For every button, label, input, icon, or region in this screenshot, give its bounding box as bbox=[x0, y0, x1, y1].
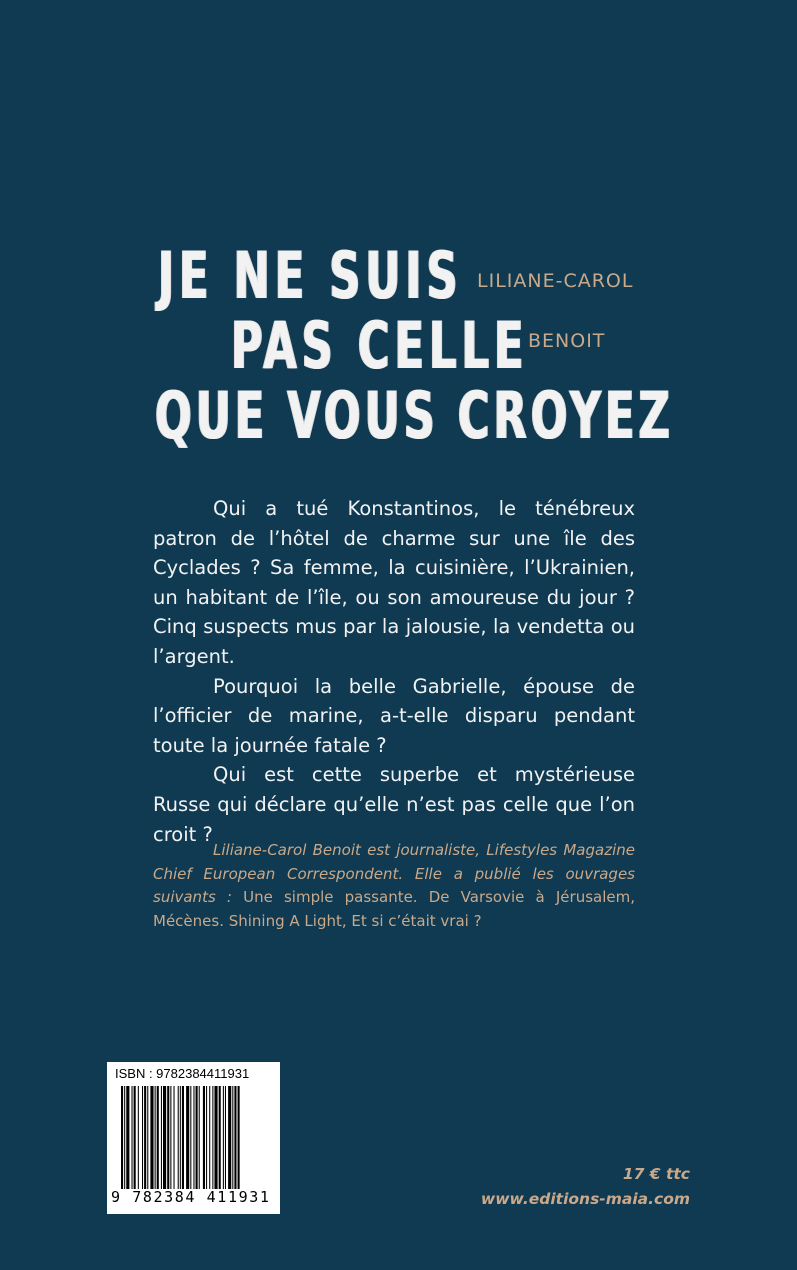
barcode-digits: 9 782384 411931 bbox=[111, 1188, 271, 1206]
title-line-2: PAS CELLE bbox=[231, 308, 529, 385]
blurb-paragraph: Qui a tué Konstantinos, le ténébreux patron de l’hôtel de charme sur une île des Cyclades ? Sa femme, la cuisinière, l’Ukrainien, un habitant de l’île, ou son amoureuse du jour ? Cinq suspects mus par la jalousie, la vendetta ou l’argent. bbox=[153, 497, 635, 668]
barcode-bar bbox=[186, 1086, 189, 1189]
blurb-paragraph: Qui est cette superbe et mystérieuse Russe qui déclare qu’elle n’est pas celle que l’on croit ? bbox=[153, 763, 635, 846]
barcode-bar bbox=[209, 1086, 210, 1189]
author-first-name: LILIANE-CAROL bbox=[477, 270, 634, 292]
author-bio-works: Une simple passante. De Varsovie à Jérusalem, Mécènes. Shining A Light, Et si c’était vrai ? bbox=[153, 888, 635, 930]
barcode-bar bbox=[144, 1086, 146, 1189]
barcode-bar bbox=[157, 1086, 159, 1189]
barcode-bar bbox=[161, 1086, 162, 1189]
barcode-bar bbox=[225, 1086, 226, 1189]
barcode-bar bbox=[203, 1086, 205, 1189]
barcode-bar bbox=[142, 1086, 143, 1189]
barcode-bar bbox=[206, 1086, 207, 1189]
title-line-3: QUE VOUS CROYEZ bbox=[155, 378, 674, 455]
author-last-name: BENOIT bbox=[528, 330, 606, 352]
author-bio-italic: Liliane-Carol Benoit est journaliste, Lifestyles Magazine Chief European Correspondent. Elle a publié les ouvrages suivants : bbox=[153, 841, 635, 906]
barcode-bar bbox=[170, 1086, 171, 1189]
title-line-1: JE NE SUIS bbox=[158, 238, 463, 315]
barcode-bar bbox=[174, 1086, 175, 1189]
barcode-bar bbox=[147, 1086, 148, 1189]
barcode-bar bbox=[163, 1086, 166, 1189]
barcode-bar bbox=[228, 1086, 231, 1189]
barcode-bar bbox=[223, 1086, 224, 1189]
barcode-bar bbox=[180, 1086, 181, 1189]
barcode-bar bbox=[232, 1086, 233, 1189]
barcode-bar bbox=[234, 1086, 236, 1189]
isbn-label: ISBN : 9782384411931 bbox=[115, 1066, 250, 1081]
author-bio bbox=[153, 839, 635, 933]
barcode-bar bbox=[193, 1086, 194, 1189]
barcode-bar bbox=[126, 1086, 129, 1189]
barcode-bar bbox=[199, 1086, 200, 1189]
barcode-bar bbox=[219, 1086, 221, 1189]
barcode-bar bbox=[134, 1086, 136, 1189]
barcode-bar bbox=[138, 1086, 139, 1189]
barcode-bar bbox=[155, 1086, 156, 1189]
barcode-bar bbox=[132, 1086, 133, 1189]
blurb-paragraph: Pourquoi la belle Gabrielle, épouse de l’officier de marine, a-t-elle disparu pendant toute la journée fatale ? bbox=[153, 674, 635, 757]
barcode-bar bbox=[214, 1086, 217, 1189]
barcode-bar bbox=[121, 1086, 123, 1189]
barcode-bar bbox=[212, 1086, 213, 1189]
barcode-bar bbox=[124, 1086, 125, 1189]
publisher-website: www.editions-maia.com bbox=[480, 1190, 690, 1208]
barcode-bar bbox=[167, 1086, 169, 1189]
barcode-bars bbox=[121, 1086, 273, 1189]
blurb bbox=[153, 494, 635, 849]
barcode-bar bbox=[182, 1086, 184, 1189]
barcode-bar bbox=[190, 1086, 191, 1189]
barcode-bar bbox=[150, 1086, 153, 1189]
barcode-bar bbox=[178, 1086, 179, 1189]
price: 17 € ttc bbox=[622, 1165, 690, 1183]
isbn-barcode bbox=[107, 1062, 280, 1214]
barcode-bar bbox=[196, 1086, 198, 1189]
barcode-bar bbox=[238, 1086, 240, 1189]
